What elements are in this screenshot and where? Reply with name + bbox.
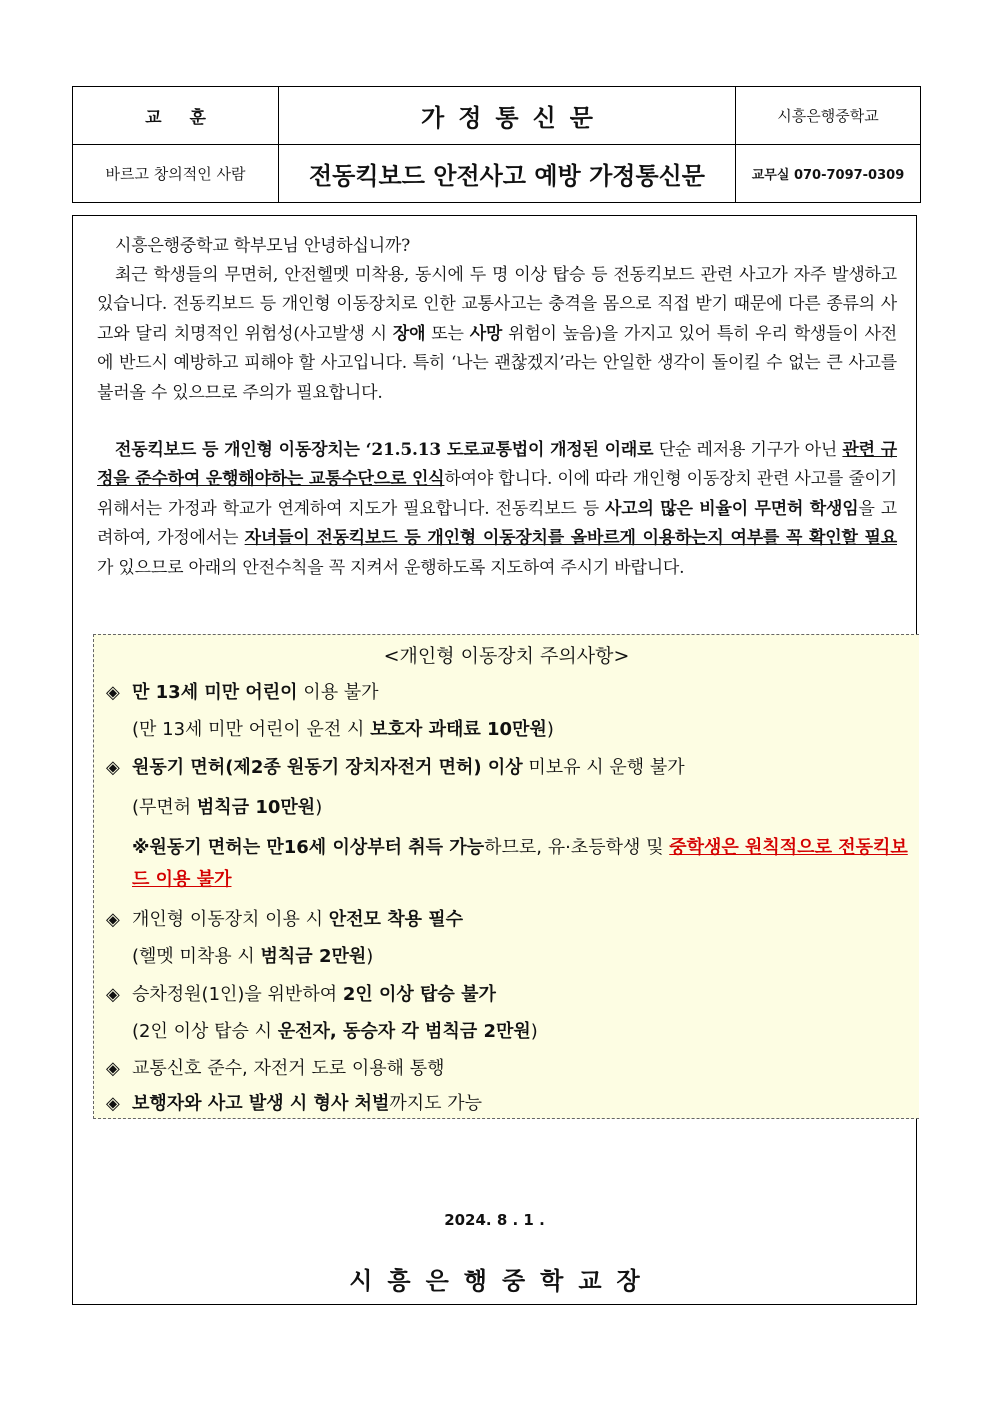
rule-traffic: ◈ 교통신호 준수, 자전거 도로 이용해 통행 <box>106 1056 906 1082</box>
contact-number: 교무실 070-7097-0309 <box>736 145 921 203</box>
diamond-bullet-icon: ◈ <box>106 1093 120 1114</box>
school-motto: 바르고 창의적인 사람 <box>73 145 279 203</box>
paragraph-1: 최근 학생들의 무면허, 안전헬멧 미착용, 동시에 두 명 이상 탑승 등 전동킥보드 관련 사고가 자주 발생하고 있습니다. 전동킥보드 등 개인형 이동장치로 인한 교통사고는 충격을 몸으로 직접 받기 때문에 다른 종류의 사고와 달리 치명적인 위험성(사고발생 시 장애 또는 사망 위험이 높음)을 가지고 있어 특히 우리 학생들이 사전에 반드시 예방하고 피해야 할 사고입니다. 특히 ‘나는 괜찮겠지’라는 안일한 생각이 돌이킬 수 없는 큰 사고를 불러올 수 있으므로 주의가 필요합니다. <box>97 265 897 403</box>
rule-age: ◈ 만 13세 미만 어린이 이용 불가 <box>106 680 906 706</box>
rule-capacity-detail: (2인 이상 탑승 시 운전자, 동승자 각 범칙금 2만원) <box>132 1021 538 1042</box>
rule-criminal: ◈ 보행자와 사고 발생 시 형사 처벌까지도 가능 <box>106 1091 906 1117</box>
letter-body <box>72 215 917 1305</box>
document-kind: 가정통신문 <box>279 87 736 145</box>
rule-capacity: ◈ 승차정원(1인)을 위반하여 2인 이상 탑승 불가 <box>106 982 906 1008</box>
emphasis-check: 자녀들이 전동킥보드 등 개인형 이동장치를 올바르게 이용하는지 여부를 꼭 확인할 필요 <box>244 528 897 549</box>
motto-label: 교훈 <box>73 87 279 145</box>
emphasis-disability: 장애 <box>392 323 426 344</box>
diamond-bullet-icon: ◈ <box>106 757 120 778</box>
rule-helmet-detail: (헬멧 미착용 시 범칙금 2만원) <box>132 946 374 967</box>
diamond-bullet-icon: ◈ <box>106 984 120 1005</box>
rule-helmet: ◈ 개인형 이동장치 이용 시 안전모 착용 필수 <box>106 907 906 933</box>
emphasis-unlicensed: 사고의 많은 비율이 무면허 학생임 <box>605 498 859 519</box>
document-title: 전동킥보드 안전사고 예방 가정통신문 <box>279 145 736 203</box>
greeting: 시흥은행중학교 학부모님 안녕하십니까? <box>115 236 411 256</box>
diamond-bullet-icon: ◈ <box>106 682 120 703</box>
license-note: ※원동기 면허는 만16세 이상부터 취득 가능하므로, 유·초등학생 및 중학생은 원칙적으로 전동킥보드 이용 불가 <box>132 837 908 890</box>
diamond-bullet-icon: ◈ <box>106 1058 120 1079</box>
header-table <box>72 86 921 203</box>
rule-age-detail: (만 13세 미만 어린이 운전 시 보호자 과태료 10만원) <box>132 719 554 740</box>
rule-license-detail: (무면허 범칙금 10만원) <box>132 797 323 818</box>
paragraph-2: 전동킥보드 등 개인형 이동장치는 ‘21.5.13 도로교통법이 개정된 이래로 단순 레저용 기구가 아닌 관련 규정을 준수하여 운행해야하는 교통수단으로 인식하여야 합니다. 이에 따라 개인형 이동장치 관련 사고를 줄이기 위해서는 가정과 학교가 연계하여 지도가 필요합니다. 전동킥보드 등 사고의 많은 비율이 무면허 학생임을 고려하여, 가정에서는 자녀들이 전동킥보드 등 개인형 이동장치를 올바르게 이용하는지 여부를 꼭 확인할 필요가 있으므로 아래의 안전수칙을 꼭 지켜서 운행하도록 지도하여 주시기 바랍니다. <box>97 440 898 578</box>
rule-license: ◈ 원동기 면허(제2종 원동기 장치자전거 면허) 이상 미보유 시 운행 불가 <box>106 755 906 781</box>
emphasis-death: 사망 <box>469 323 503 344</box>
issue-date: 2024. 8 . 1 . <box>444 1211 545 1229</box>
law-revision-text: 전동킥보드 등 개인형 이동장치는 ‘21.5.13 도로교통법이 개정된 이래로 <box>115 440 654 460</box>
school-name: 시흥은행중학교 <box>736 87 921 145</box>
emphasis-transport: 관련 규정을 준수하여 운행해야하는 교통수단으로 인식 <box>97 440 897 490</box>
diamond-bullet-icon: ◈ <box>106 909 120 930</box>
notice-title: <개인형 이동장치 주의사항> <box>383 645 630 667</box>
middle-school-ban: 중학생은 원칙적으로 전동킥보드 이용 불가 <box>132 837 908 890</box>
safety-notice-box <box>93 634 919 1119</box>
signer: 시흥은행중학교장 <box>349 1267 655 1295</box>
